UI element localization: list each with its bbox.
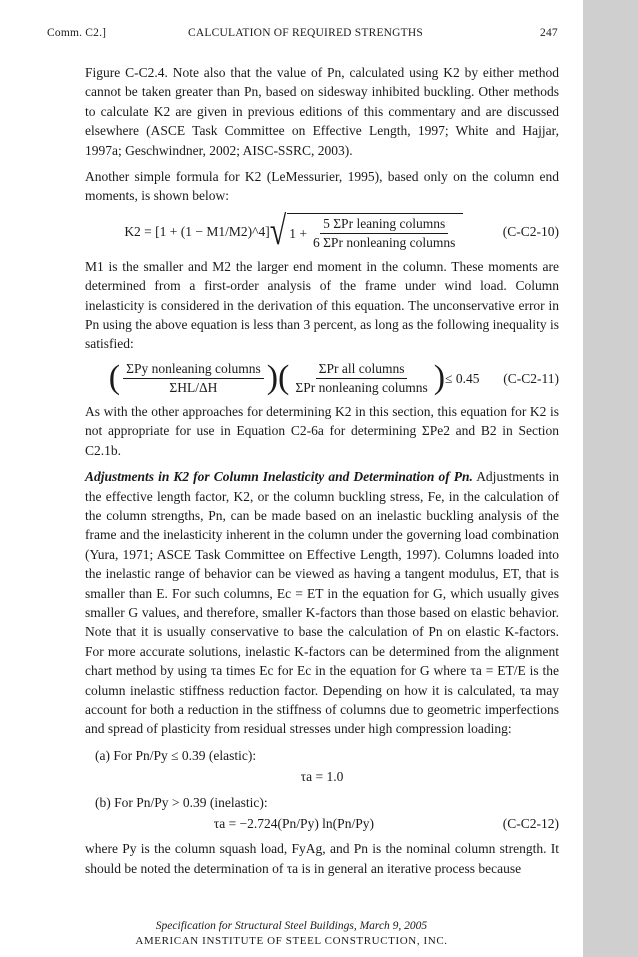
footer-publisher: AMERICAN INSTITUTE OF STEEL CONSTRUCTION, INC.	[135, 935, 448, 947]
page-gutter	[583, 0, 638, 957]
case-a-label: (a) For Pn/Py ≤ 0.39 (elastic):	[95, 747, 257, 763]
eq11-f2-den: ΣPr nonleaning columns	[295, 379, 428, 395]
paragraph-2: Another simple formula for K2 (LeMessurier, 1995), based only on the column end moments, is shown below:	[85, 169, 559, 204]
body-text	[85, 63, 559, 885]
eq10-frac-den: 6 ΣPr nonleaning columns	[312, 234, 456, 250]
eq10-number: (C-C2-10)	[502, 224, 559, 240]
footer-spec-line: Specification for Structural Steel Buildings, March 9, 2005	[155, 920, 428, 932]
equation-c-c2-12	[85, 814, 559, 833]
eq10-frac-num: 5 ΣPr leaning columns	[320, 216, 448, 234]
eq11-f1-num: ΣPy nonleaning columns	[123, 361, 264, 379]
eq11-f1-den: ΣHL/ΔH	[169, 379, 218, 395]
eq11-rhs: ≤ 0.45	[445, 370, 480, 386]
eq12-number: (C-C2-12)	[502, 816, 559, 831]
eq12-expression: τa = −2.724(Pn/Py) ln(Pn/Py)	[213, 816, 374, 831]
eq11-f2-num: ΣPr all columns	[316, 361, 408, 379]
running-header-left: Comm. C2.]	[47, 27, 107, 39]
case-b-label: (b) For Pn/Py > 0.39 (inelastic):	[95, 794, 268, 810]
paragraph-5-text: Adjustments in the effective length factor, K2, or the column buckling stress, Fe, in the calculation of the column strengths, Pn, can be made based on an inelastic buckling analysis of the frame and the inelasticity inherent in the column under the governing load combination (Yura, 1971; ASCE Task Committee on Effective Length, 1997). Columns loaded into the inelastic range of behavior can be viewed as having a tangent modulus, ET, that is smaller than E. For such columns, Ec = ET in the equation for G, which usually gives smaller G values, and therefore, smaller K-factors than those based on elastic behavior. Note that it is usually conservative to base the calculation of Pn on elastic K-factors. For more accurate solutions, inelastic K-factors can be determined from the alignment chart method by using τa times Ec for Ec in the equation for G where τa = ET/E is the column inelastic stiffness reduction factor. Depending on how it is calculated, τa may account for both a reduction in the stiffness of columns due to geometric imperfections and spread of plasticity from residual stresses under high compression loading:	[85, 469, 559, 737]
eq10-lhs: K2 = [1 + (1 − M1/M2)^4]	[124, 224, 270, 240]
equation-c-c2-10	[85, 208, 559, 254]
page-number: 247	[540, 27, 558, 39]
page-footer	[0, 919, 583, 949]
equation-case-a: τa = 1.0	[300, 769, 344, 785]
paragraph-1: Figure C-C2.4. Note also that the value of Pn, calculated using K2 by either method cannot be taken greater than Pn, based on sidesway inhibited buckling. Other methods to calculate K2 are given in previous editions of this commentary and are discussed elsewhere (ASCE Task Committee on Effective Length, 1997; White and Hajjar, 1997a; Geschwindner, 2002; AISC-SSRC, 2003).	[85, 65, 559, 158]
equation-c-c2-11: ( $\frac{\text{ΣPy nonleaning columns}}{\text{ΣHL/ΔH}}$ )( $\frac{\text{ΣPr all columns}}{\text{ΣPr nonleaning columns}}$ ) ≤ 0.45 (C-C2-11)	[108, 359, 559, 397]
paragraph-5	[85, 467, 559, 739]
paragraph-6: where Py is the column squash load, FyAg, and Pn is the nominal column strength. It should be noted the determination of τa is in general an iterative process because	[85, 841, 559, 876]
eq10-sqrt: √ 1 + $\frac{\text{5 ΣPr leaning columns}}{\text{6 ΣPr nonleaning columns}}$	[270, 213, 464, 251]
section-heading: Adjustments in K2 for Column Inelasticity and Determination of Pn.	[85, 469, 473, 485]
paragraph-4: As with the other approaches for determining K2 in this section, this equation for K2 is not appropriate for use in Equation C2-6a for determining ΣPe2 and B2 in Section C2.1b.	[85, 403, 559, 458]
running-header-title: CALCULATION OF REQUIRED STRENGTHS	[188, 27, 424, 39]
paragraph-3: M1 is the smaller and M2 the larger end moment in the column. These moments are determined from a first-order analysis of the frame under wind load. Column inelasticity is considered in the derivation of this equation. The unconservative error in Pn using the above equation is less than 3 percent, as long as the following inequality is satisfied:	[85, 258, 559, 352]
eq11-number: (C-C2-11)	[503, 370, 559, 386]
